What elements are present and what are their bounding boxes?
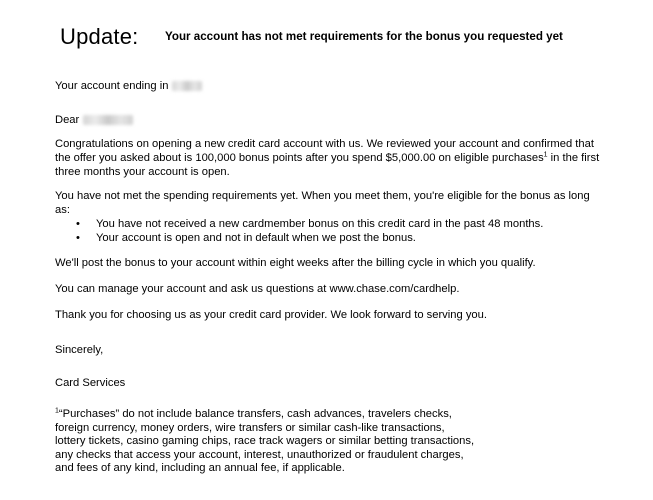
footnote-marker: 1 — [55, 407, 59, 415]
greeting-line — [55, 113, 607, 127]
requirement-text: You have not received a new cardmember bonus on this credit card in the past 48 months. — [96, 218, 544, 230]
signature: Card Services — [55, 377, 126, 389]
notice-title: Your account has not met requirements for the bonus you requested yet — [165, 30, 563, 43]
paragraph-requirements — [55, 189, 607, 245]
footnote-reference: 1 — [543, 151, 548, 159]
offer-text-end: in the first three months your account is open. — [55, 152, 600, 178]
redacted-account-number — [172, 81, 202, 91]
greeting-text: Dear — [55, 114, 80, 126]
account-line-text: Your account ending in — [55, 80, 169, 92]
requirements-list — [55, 217, 607, 245]
paragraph-manage: You can manage your account and ask us questions at www.chase.com/cardhelp. — [55, 283, 460, 295]
closing: Sincerely, — [55, 344, 104, 356]
footnote-text: “Purchases” do not include balance transfers, cash advances, travelers checks, foreign currency, money orders, wire transfers or similar cash-like transactions, lottery tickets, casino gaming chips, race track wagers or similar betting transactions, any checks that access your account, interest, unauthorized or fraudulent charges, and fees of any kind, including an annual fee, if applicable. — [55, 408, 475, 474]
bullet-icon: • — [76, 232, 80, 244]
requirements-text: You have not met the spending requirements yet. When you meet them, you're eligible for the bonus as long as: — [55, 190, 590, 216]
list-item — [55, 217, 607, 231]
account-line — [55, 79, 607, 93]
list-item — [55, 231, 607, 245]
offer-text: Congratulations on opening a new credit card account with us. We reviewed your account and confirmed that the offer you asked about is 100,000 bonus points after you spend $5,000.00 on eligible purchases — [55, 138, 594, 164]
redacted-customer-name — [83, 115, 133, 125]
update-label: Update: — [60, 24, 139, 49]
paragraph-thanks: Thank you for choosing us as your credit card provider. We look forward to serving you. — [55, 309, 487, 321]
requirement-text: Your account is open and not in default when we post the bonus. — [96, 232, 416, 244]
paragraph-offer — [55, 137, 607, 179]
footnote — [55, 408, 475, 476]
paragraph-posting: We'll post the bonus to your account within eight weeks after the billing cycle in which you qualify. — [55, 257, 536, 269]
bullet-icon: • — [76, 218, 80, 230]
